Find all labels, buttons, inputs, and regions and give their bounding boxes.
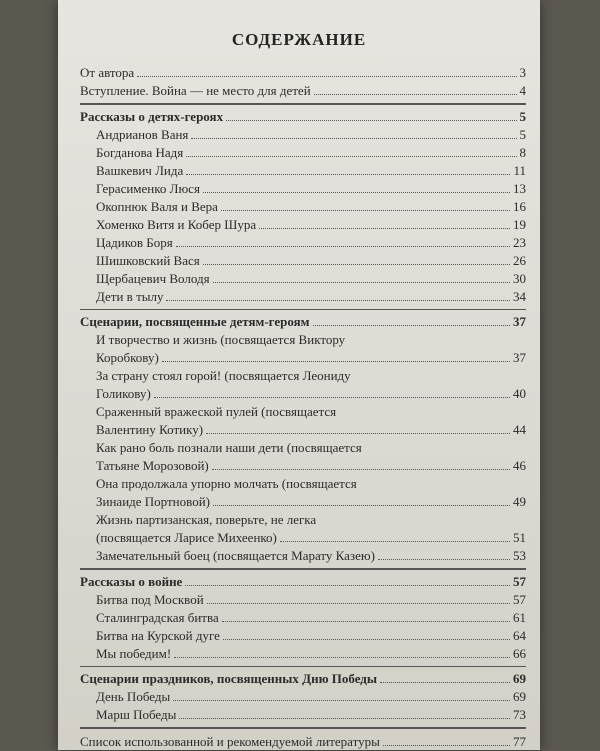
- dot-leader: [383, 745, 510, 746]
- toc-entry-text: За страну стоял горой! (посвящается Леониду: [96, 368, 351, 383]
- toc-page-number: 66: [513, 645, 526, 661]
- toc-entry-text: Андрианов Ваня: [96, 126, 189, 142]
- dot-leader: [378, 559, 510, 560]
- toc-entry: [80, 126, 526, 144]
- toc-entry-text: Коробкову): [96, 350, 159, 365]
- page-title: СОДЕРЖАНИЕ: [231, 30, 367, 49]
- dot-leader: [203, 192, 510, 193]
- toc-entry: [80, 288, 526, 306]
- toc-entry: [80, 403, 526, 439]
- toc-entry: [80, 144, 526, 162]
- dot-leader: [280, 541, 510, 542]
- dot-leader: [154, 397, 510, 398]
- section-divider: [80, 727, 526, 729]
- toc-entry-last-line: [96, 421, 526, 439]
- section-title: Рассказы о детях-героях: [80, 108, 224, 124]
- dot-leader: [313, 325, 510, 326]
- toc-page-number: 5: [519, 108, 526, 124]
- toc-page-number: 37: [513, 314, 526, 329]
- dot-leader: [176, 246, 510, 247]
- toc-entry: [80, 180, 526, 198]
- toc-entry-text: Сраженный вражеской пулей (посвящается: [96, 404, 337, 419]
- toc-page-number: 44: [513, 422, 526, 437]
- toc-entry-text: (посвящается Ларисе Михеенко): [96, 530, 277, 545]
- toc-page-number: 61: [513, 609, 526, 625]
- section-divider: [80, 309, 526, 311]
- toc-page-number: 30: [513, 270, 526, 286]
- toc-entry-text: Битва под Москвой: [96, 591, 204, 607]
- toc-page-number: 26: [513, 252, 526, 268]
- section-title: Рассказы о войне: [80, 573, 183, 589]
- dot-leader: [174, 657, 510, 658]
- toc-entry-last-line: [96, 385, 526, 403]
- toc-entry: [80, 252, 526, 270]
- toc-page-number: 53: [513, 548, 526, 563]
- dot-leader: [162, 361, 510, 362]
- toc-entry-text: И творчество и жизнь (посвящается Виктору: [96, 332, 346, 347]
- toc-entry-text: Вашкевич Лида: [96, 162, 184, 178]
- toc-entry: [80, 733, 526, 751]
- toc-entry: [80, 439, 526, 475]
- dot-leader: [259, 228, 510, 229]
- table-of-contents: [80, 64, 526, 751]
- toc-entry-text: Жизнь партизанская, поверьте, не легка: [96, 512, 317, 527]
- toc-entry: [80, 367, 526, 403]
- toc-page-number: 57: [513, 573, 526, 589]
- dot-leader: [207, 603, 510, 604]
- toc-entry-text: Валентину Котику): [96, 422, 204, 437]
- toc-entry-text: Герасименко Люся: [96, 180, 200, 196]
- toc-entry-text: Список использованной и рекомендуемой литературы: [80, 733, 380, 749]
- toc-entry: [80, 216, 526, 234]
- toc-entry-text: Битва на Курской дуге: [96, 627, 220, 643]
- toc-entry: [80, 547, 526, 565]
- toc-page-number: 19: [513, 216, 526, 232]
- toc-entry: [80, 591, 526, 609]
- dot-leader: [212, 469, 510, 470]
- section-title: Сценарии праздников, посвященных Дню Победы: [80, 671, 378, 686]
- toc-entry: [80, 627, 526, 645]
- dot-leader: [173, 700, 510, 701]
- section-heading: [80, 313, 526, 331]
- toc-entry-text: Окопнюк Валя и Вера: [96, 198, 218, 214]
- toc-entry-text: Она продолжала упорно молчать (посвящается: [96, 476, 357, 491]
- toc-page-number: 4: [519, 83, 526, 98]
- toc-page-number: 23: [513, 234, 526, 250]
- toc-page-number: 34: [513, 288, 526, 304]
- dot-leader: [223, 639, 510, 640]
- toc-entry-text: Марш Победы: [96, 707, 177, 722]
- toc-entry-text: Богданова Надя: [96, 144, 184, 160]
- toc-entry-text: Голикову): [96, 386, 151, 401]
- book-page: [58, 0, 540, 750]
- toc-page-number: 73: [513, 707, 526, 722]
- dot-leader: [179, 718, 510, 719]
- toc-entry-text: Шишковский Вася: [96, 252, 200, 268]
- toc-entry: [80, 198, 526, 216]
- toc-page-number: 69: [513, 671, 526, 686]
- dot-leader: [186, 156, 516, 157]
- dot-leader: [221, 210, 510, 211]
- dot-leader: [137, 76, 516, 77]
- toc-entry-text: От автора: [80, 65, 135, 80]
- dot-leader: [380, 682, 510, 683]
- toc-entry-last-line: [96, 529, 526, 547]
- toc-entry-last-line: [96, 349, 526, 367]
- toc-entry-text: Как рано боль познали наши дети (посвящается: [96, 440, 362, 455]
- section-title: Сценарии, посвященные детям-героям: [80, 314, 310, 329]
- toc-page-number: 8: [519, 144, 526, 160]
- dot-leader: [203, 264, 510, 265]
- dot-leader: [314, 94, 517, 95]
- toc-page-number: 46: [513, 458, 526, 473]
- toc-entry-text: Вступление. Война — не место для детей: [80, 83, 311, 98]
- toc-entry-text: Цадиков Боря: [96, 234, 173, 250]
- toc-entry: [80, 162, 526, 180]
- toc-sections: [80, 108, 526, 729]
- toc-entry: [80, 64, 526, 82]
- toc-page-number: 49: [513, 494, 526, 509]
- toc-entry-text: День Победы: [96, 689, 171, 704]
- toc-page-number: 13: [513, 180, 526, 196]
- toc-page-number: 5: [519, 126, 526, 142]
- section-divider: [80, 666, 526, 668]
- toc-entry: [80, 331, 526, 367]
- toc-entry-text: Дети в тылу: [96, 288, 164, 304]
- section-divider: [80, 568, 526, 570]
- toc-entry: [80, 609, 526, 627]
- toc-page-number: 11: [513, 162, 526, 178]
- toc-entry: [80, 706, 526, 724]
- toc-entry: [80, 645, 526, 663]
- toc-entry: [80, 475, 526, 511]
- section-heading: [80, 573, 526, 591]
- toc-page-number: 40: [513, 386, 526, 401]
- dot-leader: [222, 621, 510, 622]
- toc-page-number: 37: [513, 350, 526, 365]
- toc-page-number: 69: [513, 689, 526, 704]
- toc-entry: [80, 688, 526, 706]
- toc-page-number: 16: [513, 198, 526, 214]
- toc-entry-text: Сталинградская битва: [96, 609, 219, 625]
- toc-entry-text: Мы победим!: [96, 645, 172, 661]
- toc-page-number: 64: [513, 627, 526, 643]
- section-heading: [80, 108, 526, 126]
- dot-leader: [191, 138, 516, 139]
- toc-entry: [80, 234, 526, 252]
- dot-leader: [213, 505, 510, 506]
- section-divider: [80, 103, 526, 105]
- section-heading: [80, 670, 526, 688]
- toc-page-number: 77: [513, 733, 526, 749]
- toc-page-number: 51: [513, 530, 526, 545]
- toc-entry-text: Татьяне Морозовой): [96, 458, 209, 473]
- toc-entry: [80, 270, 526, 288]
- dot-leader: [213, 282, 510, 283]
- toc-page-number: 3: [519, 65, 526, 80]
- toc-entry-text: Хоменко Витя и Кобер Шура: [96, 216, 257, 232]
- toc-page-number: 57: [513, 591, 526, 607]
- toc-entry-last-line: [96, 457, 526, 475]
- toc-entry: [80, 511, 526, 547]
- dot-leader: [186, 174, 510, 175]
- toc-entry-text: Замечательный боец (посвящается Марату Казею): [96, 548, 375, 563]
- toc-entry-last-line: [96, 493, 526, 511]
- dot-leader: [185, 585, 510, 586]
- dot-leader: [226, 120, 516, 121]
- dot-leader: [206, 433, 510, 434]
- toc-entry-text: Щербацевич Володя: [96, 270, 210, 286]
- dot-leader: [166, 300, 510, 301]
- toc-entry-text: Зинаиде Портновой): [96, 494, 210, 509]
- toc-entry: [80, 82, 526, 100]
